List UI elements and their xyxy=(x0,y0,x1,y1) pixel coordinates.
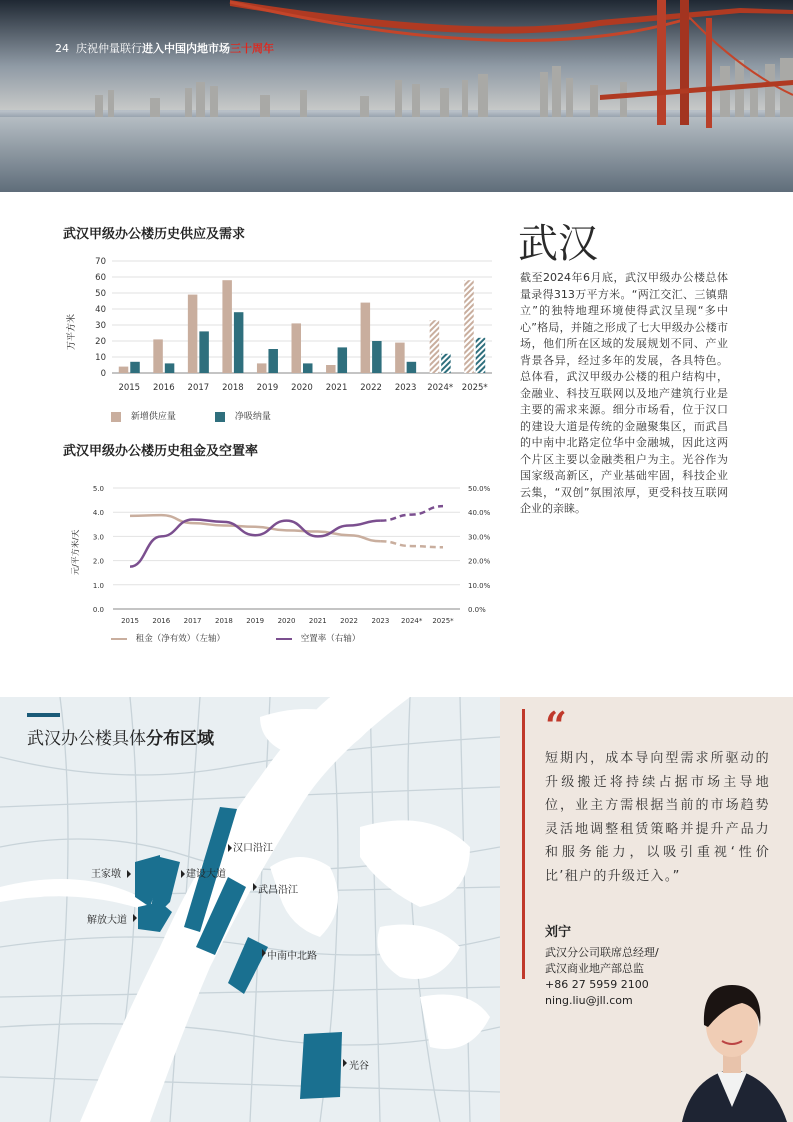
header-title-red: 三十周年 xyxy=(230,42,274,55)
legend-label-supply: 新增供应量 xyxy=(130,412,176,422)
chart2-xtick-label: 2025* xyxy=(432,617,454,625)
chart2-ytick-right-label: 30.0% xyxy=(468,533,491,542)
quote-accent-line xyxy=(522,709,525,979)
chart2-xtick-label: 2022 xyxy=(340,617,359,625)
chart2-axis-group xyxy=(113,488,460,609)
chart1-bar-absorption xyxy=(338,347,348,373)
chart1-bar-absorption xyxy=(199,331,209,373)
rent-vacancy-line-chart xyxy=(55,478,495,628)
chart2-ytick-left-label: 0.0 xyxy=(92,606,104,614)
chart1-bar-supply xyxy=(464,280,474,373)
supply-demand-bar-chart xyxy=(55,252,505,404)
chart2-ytick-left-label: 2.0 xyxy=(92,557,104,566)
quote-mark: “ xyxy=(545,703,567,748)
chart1-ylabel-wrap xyxy=(64,310,78,350)
chart1-ylabel: 万平方米 xyxy=(67,313,77,350)
chart1-bar-absorption xyxy=(165,363,175,373)
chart2-ylabel: 元/平方米/天 xyxy=(71,529,80,575)
chart1-bar-supply xyxy=(188,295,198,373)
chart2-xtick-label: 2021 xyxy=(308,617,327,625)
chart1-bar-absorption xyxy=(476,338,486,373)
chart2-xtick-label: 2020 xyxy=(277,617,296,625)
city-title: 武汉 xyxy=(518,221,598,267)
chart1-bar-absorption xyxy=(407,362,417,373)
chart1-bar-absorption xyxy=(234,312,244,373)
legend-label-absorption: 净吸纳量 xyxy=(234,412,271,422)
chart2-xtick-label: 2018 xyxy=(214,617,233,625)
chart1-xtick-label: 2022 xyxy=(360,383,382,393)
map-title-plain: 武汉办公楼具体 xyxy=(27,729,146,749)
map-label-jianshe-avenue: 建设大道 xyxy=(186,869,226,880)
chart1-legend-absorption xyxy=(215,409,271,422)
chart2-ytick-right-label: 0.0% xyxy=(468,606,486,614)
map-graphic xyxy=(0,697,500,1122)
quote-panel xyxy=(500,697,793,1122)
chart2-ytick-left-label: 3.0 xyxy=(92,533,104,542)
spokesperson-portrait xyxy=(672,967,793,1122)
chart1-bar-absorption xyxy=(303,363,313,373)
hero-photo xyxy=(0,0,793,192)
chart1-xtick-label: 2024* xyxy=(427,383,454,393)
intro-paragraph: 截至2024年6月底，武汉甲级办公楼总体量录得313万平方米。“两江交汇、三镇鼎立”的独特地理环境使得武汉呈现“多中心”格局，并随之形成了七大甲级办公楼市场，他们所在区域的发展规划不同、产业背景各异，经过多年的发展，各具特色。总体看，武汉甲级办公楼的租户结构中，金融业、科技互联网以及地产建筑行业是主要的需求来源。细分市场看，位于汉口的建设大道是传统的金融聚集区，而武昌的中南中北路定位华中金融城，因此这两个片区主要以金融类租户为主。光谷作为国家级高新区，产业基础牢固，科技企业云集，“双创”氛围浓厚，更受科技互联网企业的亲睐。 xyxy=(520,271,728,515)
chart1-bar-absorption xyxy=(268,349,278,373)
chart1-bars xyxy=(119,280,485,373)
legend-label-vacancy: 空置率（右轴） xyxy=(300,634,361,644)
chart2-line-vacancy-forecast xyxy=(380,506,443,521)
chart1-bar-supply xyxy=(361,303,371,373)
chart2-line-rent-forecast xyxy=(380,541,443,547)
legend-line-vacancy xyxy=(276,638,292,640)
chart1-bar-supply xyxy=(119,367,129,373)
chart2-ytick-right-label: 50.0% xyxy=(468,485,491,493)
chart2-line-rent xyxy=(130,515,380,541)
chart2-title: 武汉甲级办公楼历史租金及空置率 xyxy=(63,444,259,459)
chart1-xtick-label: 2019 xyxy=(256,383,279,393)
map-label-wuchang-riverside: 武昌沿江 xyxy=(258,885,298,896)
chart1-bar-supply xyxy=(257,363,267,373)
spokesperson-email[interactable]: ning.liu@jll.com xyxy=(545,994,633,1007)
bridge-skyline-illustration xyxy=(0,0,793,192)
chart2-legend-vacancy xyxy=(276,632,360,644)
chart1-title: 武汉甲级办公楼历史供应及需求 xyxy=(63,227,246,242)
chart1-ytick-label: 0 xyxy=(100,369,106,379)
legend-swatch-absorption xyxy=(215,412,225,422)
chart1-ytick-label: 60 xyxy=(95,273,106,283)
map-label-hankou-riverside: 汉口沿江 xyxy=(233,843,273,854)
chart2-xtick-label: 2017 xyxy=(183,617,202,625)
header-title-plain: 庆祝仲量联行 xyxy=(76,42,142,55)
map-title-accent-bar xyxy=(27,713,60,717)
chart1-bar-supply xyxy=(222,280,232,373)
chart2-ytick-left-label: 1.0 xyxy=(92,581,104,590)
chart1-xtick-label: 2016 xyxy=(152,383,175,393)
chart1-xtick-label: 2015 xyxy=(118,383,141,393)
chart1-xtick-label: 2025* xyxy=(461,383,488,393)
page-number: 24 xyxy=(55,42,69,55)
map-label-optics-valley: 光谷 xyxy=(349,1061,369,1072)
spokesperson-title-2: 武汉商业地产部总监 xyxy=(545,962,644,975)
chart1-xtick-label: 2018 xyxy=(222,383,244,393)
chart2-ytick-right-label: 40.0% xyxy=(468,509,491,518)
spokesperson-name: 刘宁 xyxy=(545,925,572,940)
chart2-ytick-right-label: 20.0% xyxy=(468,557,491,566)
chart1-ytick-label: 20 xyxy=(95,337,106,347)
map-title-bold: 分布区域 xyxy=(146,729,214,749)
chart2-xtick-label: 2024* xyxy=(401,617,423,625)
chart1-ytick-label: 10 xyxy=(95,353,106,363)
header-title-bold: 进入中国内地市场 xyxy=(142,42,230,55)
chart1-xtick-label: 2017 xyxy=(187,383,210,393)
map-label-jiefang-avenue: 解放大道 xyxy=(87,915,127,926)
spokesperson-phone: +86 27 5959 2100 xyxy=(545,978,649,991)
chart1-ytick-label: 50 xyxy=(95,289,106,299)
chart1-ytick-label: 30 xyxy=(95,321,106,331)
chart2-xtick-label: 2015 xyxy=(121,617,139,625)
legend-swatch-supply xyxy=(111,412,121,422)
office-district-map xyxy=(0,697,500,1122)
chart1-bar-supply xyxy=(395,343,405,373)
chart1-ytick-label: 70 xyxy=(95,257,106,267)
district-zhongnan-zhongbei xyxy=(228,937,268,994)
chart2-ytick-left-label: 4.0 xyxy=(92,509,104,518)
legend-label-rent: 租金（净有效）（左轴） xyxy=(135,634,225,644)
map-title xyxy=(27,724,214,749)
chart1-xtick-label: 2021 xyxy=(325,383,348,393)
chart2-ytick-left-label: 5.0 xyxy=(92,485,104,493)
chart1-bar-absorption xyxy=(372,341,382,373)
chart2-xtick-label: 2019 xyxy=(246,617,265,625)
road-network xyxy=(0,697,500,1122)
han-river xyxy=(0,879,150,912)
page-header xyxy=(55,40,274,56)
chart2-legend-rent xyxy=(111,632,225,644)
chart1-xtick-label: 2023 xyxy=(394,383,417,393)
quote-text: 短期内，成本导向型需求所驱动的升级搬迁将持续占据市场主导地位，业主方需根据当前的市场趋势灵活地调整租赁策略并提升产品力和服务能力，以吸引重视‘性价比’租户的升级迁入。” xyxy=(545,751,770,884)
chart1-bar-supply xyxy=(292,323,302,373)
chart2-xtick-label: 2016 xyxy=(152,617,171,625)
chart1-xtick-label: 2020 xyxy=(291,383,313,393)
spokesperson-title-1: 武汉分公司联席总经理/ xyxy=(545,946,659,959)
map-label-zhongnan-zhongbei: 中南中北路 xyxy=(267,951,317,962)
chart1-bar-supply xyxy=(153,339,163,373)
chart2-labels xyxy=(93,485,491,625)
chart1-bar-supply xyxy=(430,320,440,373)
chart2-xtick-label: 2023 xyxy=(371,617,390,625)
map-label-wangjiadun: 王家墩 xyxy=(91,869,121,880)
district-optics-valley xyxy=(300,1032,342,1099)
chart1-bar-absorption xyxy=(130,362,140,373)
legend-line-rent xyxy=(111,638,127,640)
district-jiefang-avenue xyxy=(138,902,172,932)
chart1-bar-supply xyxy=(326,365,336,373)
chart2-ytick-right-label: 10.0% xyxy=(468,581,491,590)
chart1-bar-absorption xyxy=(441,354,451,373)
chart1-legend-supply xyxy=(111,409,176,422)
chart1-ytick-label: 40 xyxy=(95,305,106,315)
